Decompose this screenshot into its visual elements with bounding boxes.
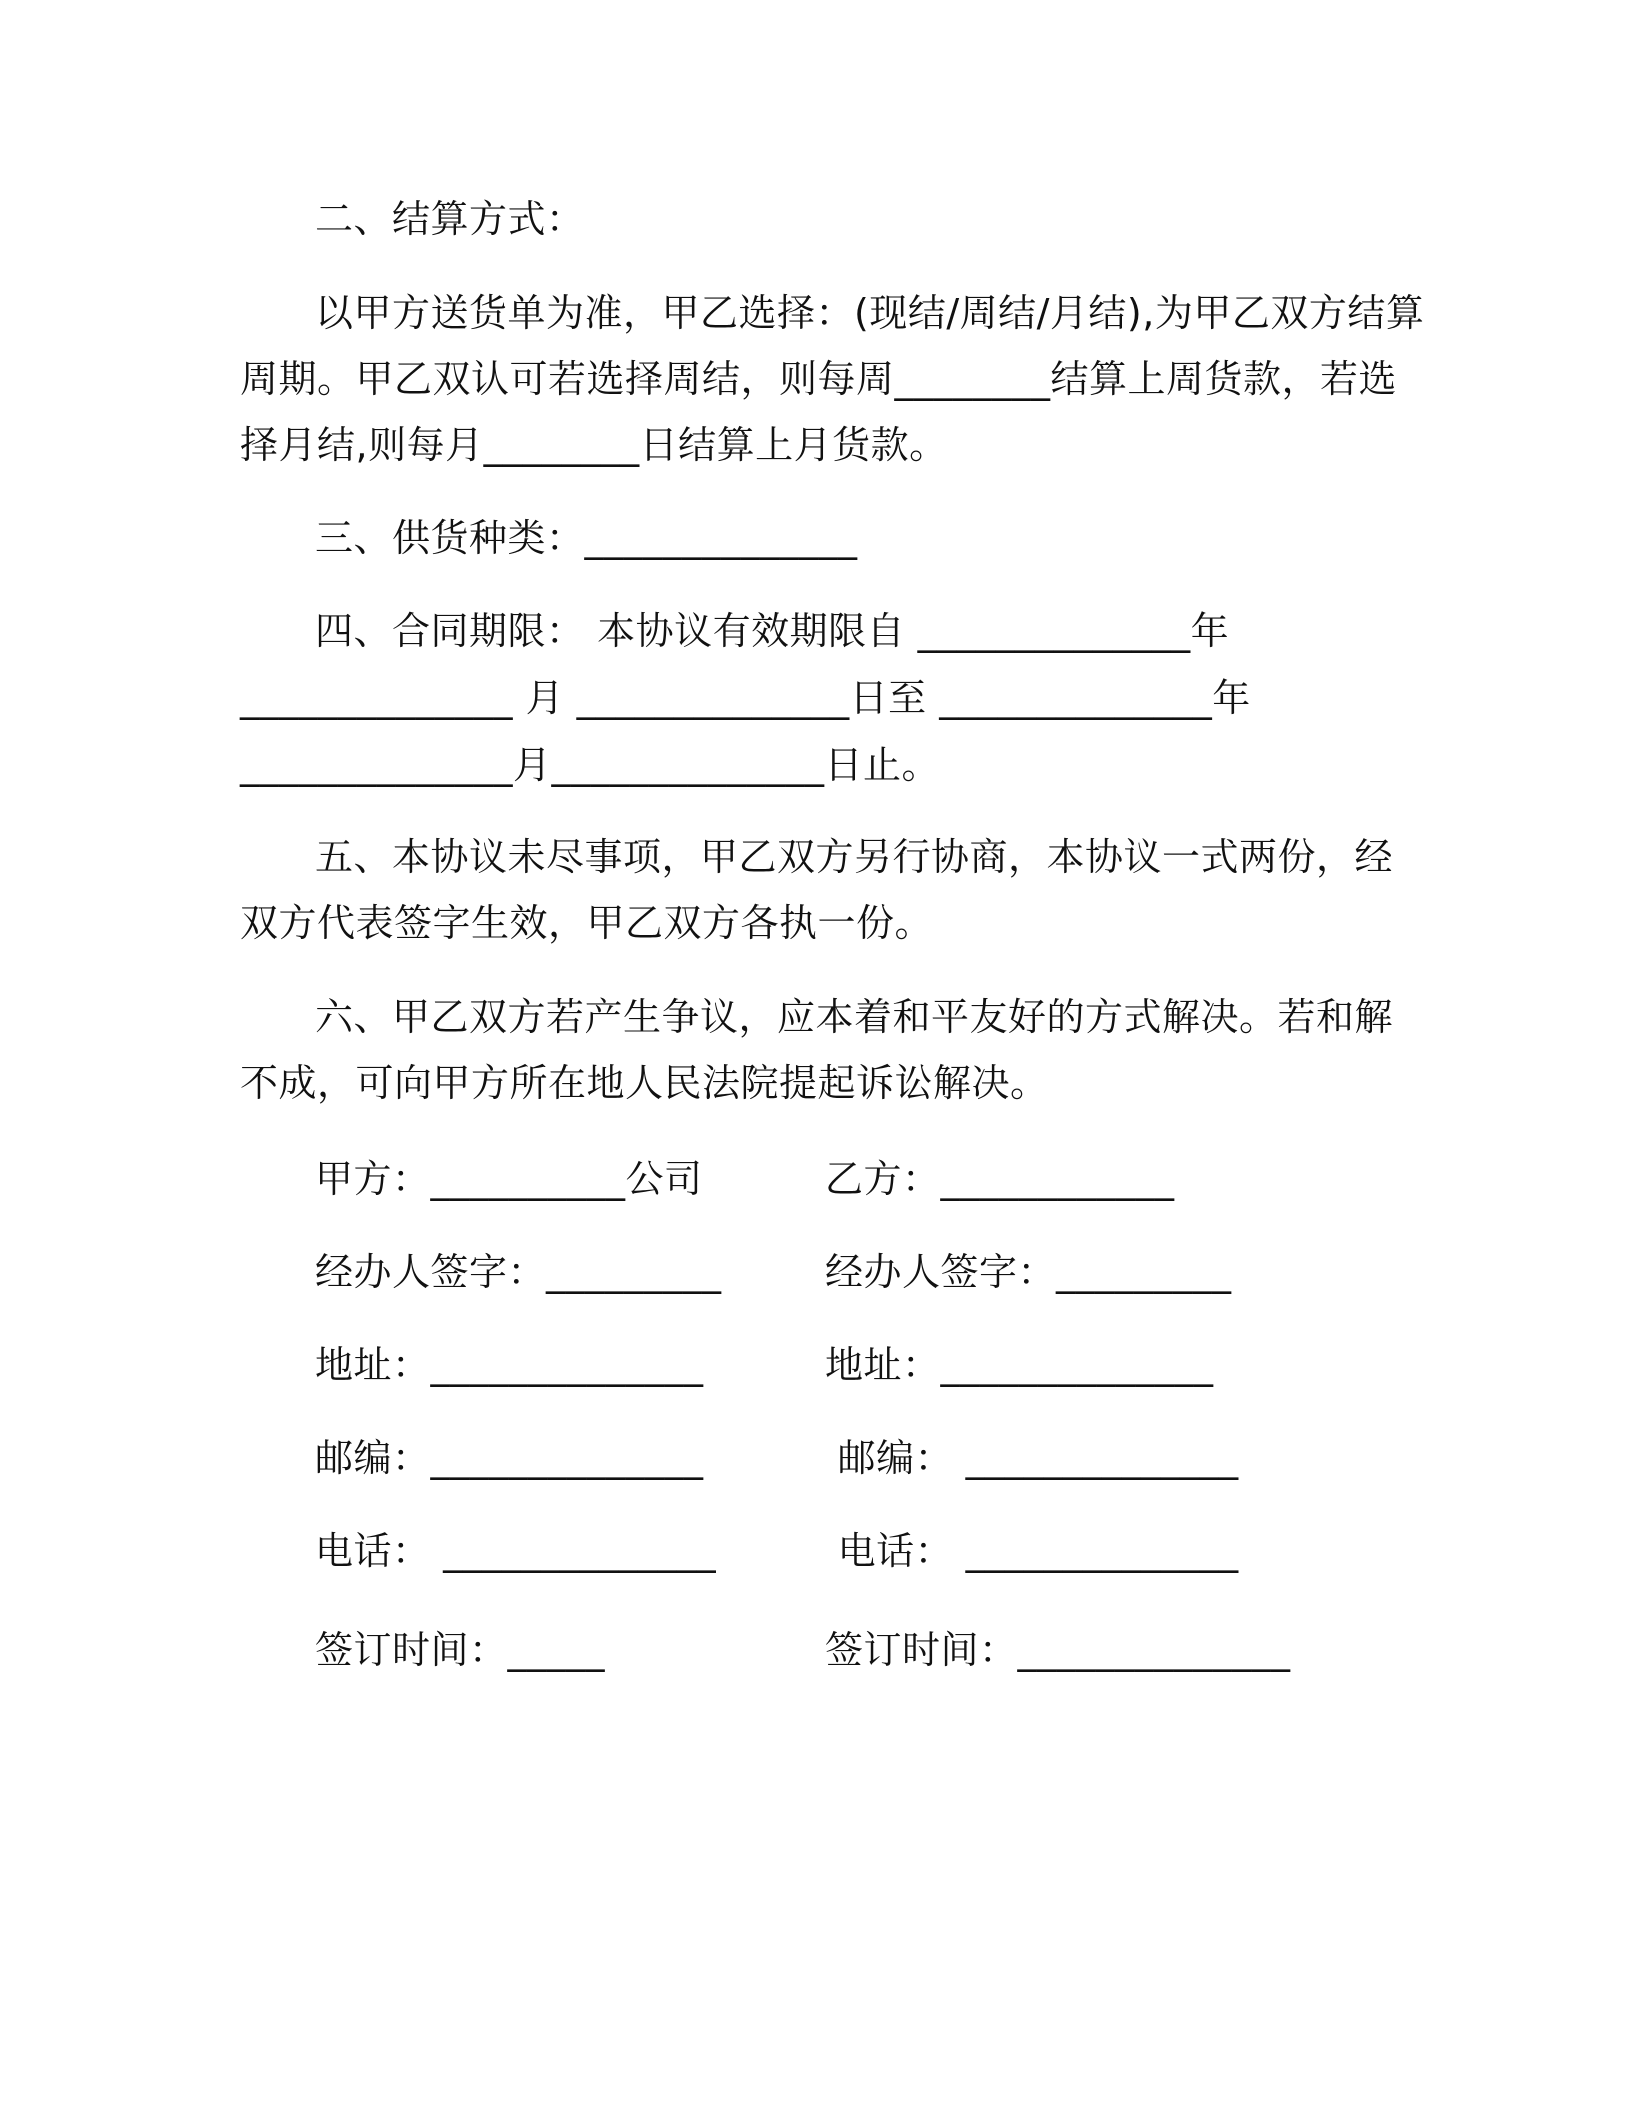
section-6-line-2: 不成，可向甲方所在地人民法院提起诉讼解决。	[240, 1061, 1049, 1105]
section-4-line-2: ______________ 月 ______________日至 ______________年	[240, 676, 1251, 720]
party-a-agent-signature: 经办人签字：_________	[315, 1250, 722, 1294]
section-2-para-line-3: 择月结,则每月________日结算上月货款。	[240, 423, 948, 467]
party-a-address: 地址：______________	[315, 1343, 704, 1387]
party-a-postcode: 邮编：______________	[315, 1436, 704, 1480]
section-2-heading: 二、结算方式：	[315, 197, 585, 241]
party-b-agent-signature: 经办人签字：_________	[825, 1250, 1232, 1294]
party-b-postcode: 邮编： ______________	[825, 1436, 1239, 1480]
section-2-para-line-1: 以甲方送货单为准，甲乙选择：(现结/周结/月结),为甲乙双方结算	[315, 291, 1425, 335]
party-b-name: 乙方：____________	[825, 1157, 1175, 1201]
party-a-name: 甲方：__________公司	[315, 1157, 703, 1201]
section-5-line-2: 双方代表签字生效，甲乙双方各执一份。	[240, 901, 934, 945]
party-b-address: 地址：______________	[825, 1343, 1214, 1387]
section-4-line-3: ______________月______________日止。	[240, 743, 941, 787]
section-5-line-1: 五、本协议未尽事项，甲乙双方另行协商，本协议一式两份，经	[315, 835, 1394, 879]
section-3-line: 三、供货种类：______________	[315, 516, 858, 560]
party-b-phone: 电话： ______________	[825, 1529, 1239, 1573]
section-2-para-line-2: 周期。甲乙双认可若选择周结，则每周________结算上周货款，若选	[240, 357, 1398, 401]
section-4-line-1: 四、合同期限： 本协议有效期限自 ______________年	[315, 609, 1230, 653]
section-6-line-1: 六、甲乙双方若产生争议，应本着和平友好的方式解决。若和解	[315, 995, 1394, 1039]
party-a-signing-date: 签订时间：_____	[315, 1628, 606, 1672]
party-b-signing-date: 签订时间：______________	[825, 1628, 1291, 1672]
party-a-phone: 电话： ______________	[315, 1529, 717, 1573]
